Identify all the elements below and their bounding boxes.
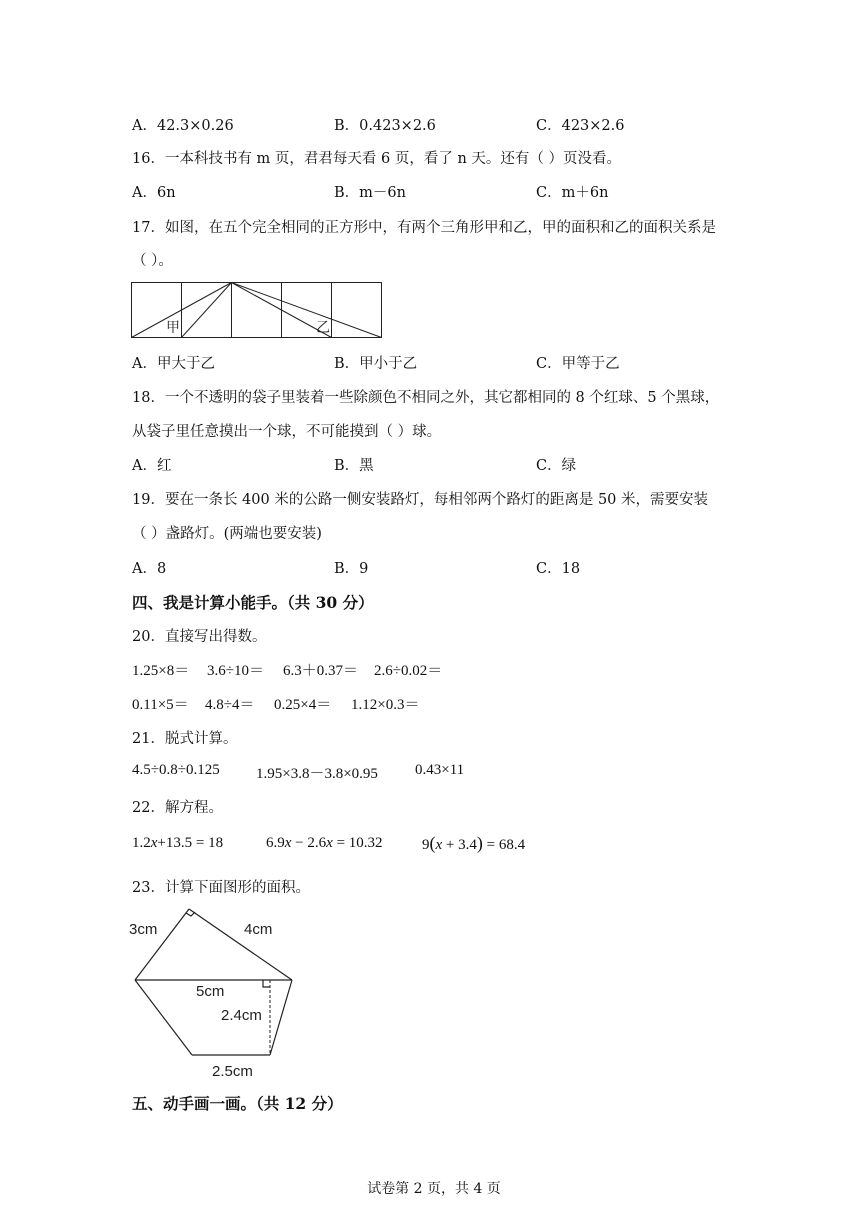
q17-option-b: B．甲小于乙 bbox=[334, 356, 418, 372]
q20-item-2: 3.6÷10＝ bbox=[207, 663, 264, 679]
q18-option-a: A．红 bbox=[132, 458, 172, 474]
edge-lower-left bbox=[135, 980, 192, 1055]
label-2.4cm: 2.4cm bbox=[221, 1007, 262, 1024]
label-jia: 甲 bbox=[166, 319, 180, 335]
q19-option-b: B．9 bbox=[334, 561, 369, 577]
pentagon-area-figure bbox=[125, 900, 310, 1082]
q17-stem-line2: （ ）。 bbox=[132, 253, 173, 269]
label-2.5cm: 2.5cm bbox=[212, 1063, 253, 1080]
q20-item-1: 1.25×8＝ bbox=[132, 663, 190, 679]
q21-stem: 21．脱式计算。 bbox=[132, 731, 238, 747]
q20-item-8: 1.12×0.3＝ bbox=[351, 697, 420, 713]
label-4cm: 4cm bbox=[244, 921, 273, 938]
q23-stem: 23．计算下面图形的面积。 bbox=[132, 880, 310, 896]
q21-item-3: 0.43×11 bbox=[415, 762, 465, 778]
edge-lower-right bbox=[270, 980, 292, 1055]
q20-item-4: 2.6÷0.02＝ bbox=[374, 663, 443, 679]
label-5cm: 5cm bbox=[196, 983, 225, 1000]
label-yi: 乙 bbox=[316, 319, 330, 335]
q20-item-3: 6.3＋0.37＝ bbox=[283, 663, 359, 679]
q18-stem-line1: 18．一个不透明的袋子里装着一些除颜色不相同之外，其它都相同的 8 个红球、5 个黑球， bbox=[132, 390, 720, 406]
q20-item-5: 0.11×5＝ bbox=[132, 697, 189, 713]
q17-option-a: A．甲大于乙 bbox=[132, 356, 215, 372]
edge-3cm bbox=[135, 909, 189, 980]
q16-stem: 16．一本科技书有 m 页，君君每天看 6 页，看了 n 天。还有（ ）页没看。 bbox=[132, 151, 622, 167]
five-squares-triangle-figure bbox=[130, 280, 384, 340]
q19-stem-line1: 19．要在一条长 400 米的公路一侧安装路灯，每相邻两个路灯的距离是 50 米，需要安装 bbox=[132, 492, 709, 508]
q16-option-b: B．m－6n bbox=[334, 185, 406, 201]
q21-item-1: 4.5÷0.8÷0.125 bbox=[132, 762, 220, 778]
q21-item-2: 1.95×3.8－3.8×0.95 bbox=[256, 766, 378, 782]
q22-equation-1: 1.2x+13.5 = 18 bbox=[132, 835, 224, 851]
q16-option-a: A．6n bbox=[132, 185, 176, 201]
triangle-yi-right-side bbox=[232, 283, 382, 338]
right-angle-mark-top bbox=[186, 912, 195, 916]
edge-4cm bbox=[189, 909, 292, 980]
q22-stem: 22．解方程。 bbox=[132, 800, 223, 816]
q18-stem-line2: 从袋子里任意摸出一个球，不可能摸到（ ）球。 bbox=[132, 424, 442, 440]
q20-item-7: 0.25×4＝ bbox=[274, 697, 332, 713]
q19-stem-line2: （ ）盏路灯。(两端也要安装) bbox=[132, 526, 322, 542]
q17-stem-line1: 17．如图，在五个完全相同的正方形中，有两个三角形甲和乙，甲的面积和乙的面积关系是 bbox=[132, 220, 716, 236]
q19-option-c: C．18 bbox=[536, 561, 581, 577]
section5-title: 五、动手画一画。（共 12 分） bbox=[132, 1094, 343, 1113]
q20-item-6: 4.8÷4＝ bbox=[205, 697, 255, 713]
q20-stem: 20．直接写出得数。 bbox=[132, 629, 267, 645]
triangle-jia-right-side bbox=[182, 283, 232, 338]
q15-option-a: A．42.3×0.26 bbox=[132, 118, 234, 134]
label-3cm: 3cm bbox=[129, 921, 158, 938]
q16-option-c: C．m＋6n bbox=[536, 185, 609, 201]
page-footer: 试卷第 2 页，共 4 页 bbox=[367, 1181, 501, 1197]
q15-option-c: C．423×2.6 bbox=[536, 118, 625, 134]
q18-option-c: C．绿 bbox=[536, 458, 577, 474]
q22-equation-2: 6.9x − 2.6x = 10.32 bbox=[266, 835, 383, 851]
section4-title: 四、我是计算小能手。（共 30 分） bbox=[132, 593, 374, 612]
q18-option-b: B．黑 bbox=[334, 458, 374, 474]
q15-option-b: B．0.423×2.6 bbox=[334, 118, 436, 134]
q22-equation-3: 9(x + 3.4) = 68.4 bbox=[422, 833, 526, 853]
q19-option-a: A．8 bbox=[132, 561, 167, 577]
q17-option-c: C．甲等于乙 bbox=[536, 356, 620, 372]
right-angle-mark-bottom bbox=[263, 980, 270, 987]
